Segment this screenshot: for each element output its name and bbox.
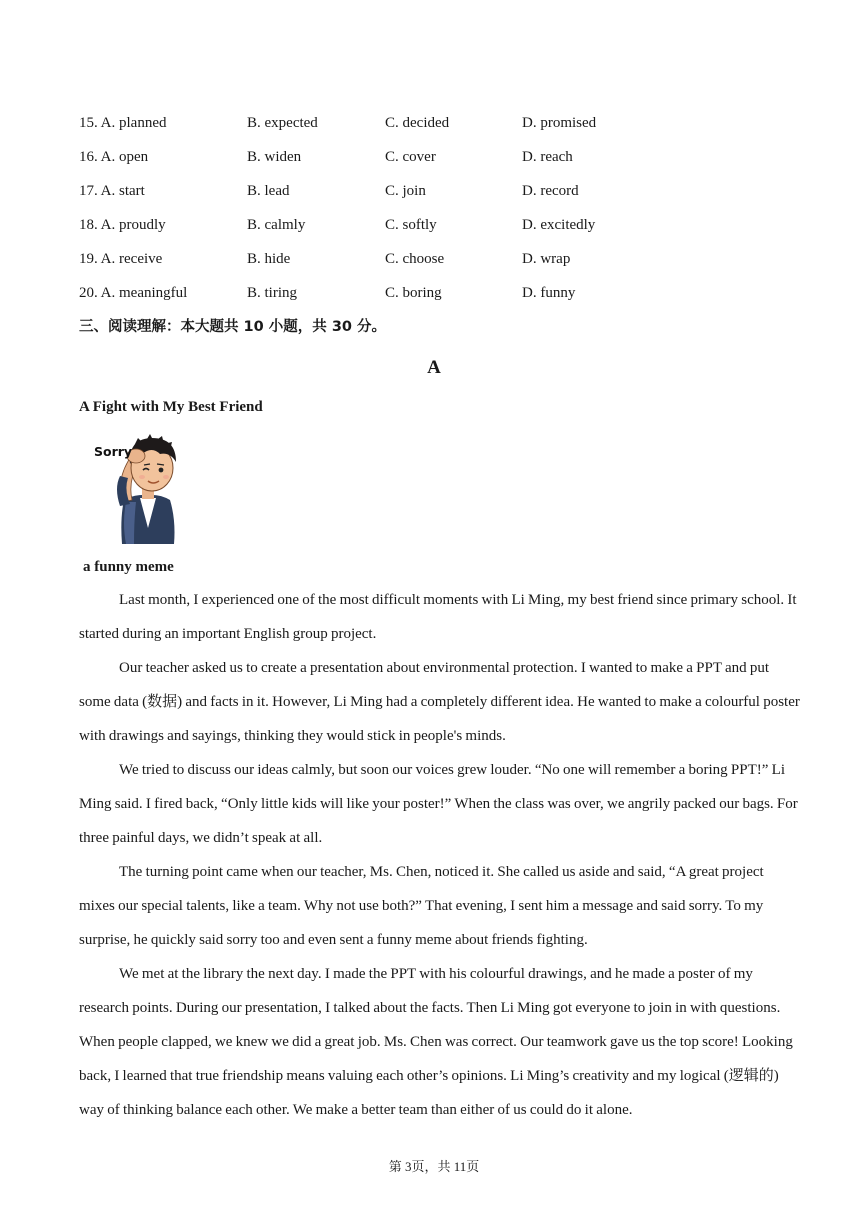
option-d: D. funny <box>522 285 576 301</box>
part-label: A <box>427 357 441 378</box>
option-a: 18. A. proudly <box>79 217 166 233</box>
option-a: 19. A. receive <box>79 251 163 267</box>
option-row-19 <box>79 248 799 282</box>
passage-paragraph: We met at the library the next day. I made the PPT with his colourful drawings, and he made a poster of my research points. During our presentation, I talked about the facts. Then Li Ming got everyone to join in with questions. When people clapped, we knew we did a great job. Ms. Chen was correct. Our teamwork gave us the top score! Looking back, I learned that true friendship means valuing each other’s opinions. Li Ming’s creativity and my logical (逻辑的) way of thinking balance each other. We make a better team than either of us could do it alone. <box>79 966 793 1118</box>
reading-passage <box>79 583 801 1127</box>
option-a: 15. A. planned <box>79 115 167 131</box>
passage-paragraph: Last month, I experienced one of the most difficult moments with Li Ming, my best friend since primary school. It started during an important English group project. <box>79 592 797 642</box>
option-b: B. hide <box>247 251 291 267</box>
option-c: C. decided <box>385 115 450 131</box>
section-heading: 三、阅读理解：本大题共 10 小题，共 30 分。 <box>79 319 387 335</box>
passage-paragraph: Our teacher asked us to create a presentation about environmental protection. I wanted to make a PPT and put some data (数据) and facts in it. However, Li Ming had a completely different idea. He wanted to make a colourful poster with drawings and sayings, thinking they would stick in people's minds. <box>79 660 800 744</box>
option-c: C. boring <box>385 285 442 301</box>
option-b: B. widen <box>247 149 302 165</box>
meme-sorry-text: Sorry <box>94 444 133 459</box>
option-a: 20. A. meaningful <box>79 285 188 301</box>
option-row-16 <box>79 146 799 180</box>
meme-illustration <box>90 428 190 546</box>
answer-options <box>79 112 799 316</box>
option-d: D. reach <box>522 149 573 165</box>
option-c: C. choose <box>385 251 445 267</box>
page-footer: 第 3页，共 11页 <box>388 1159 480 1174</box>
option-a: 16. A. open <box>79 149 149 165</box>
option-a: 17. A. start <box>79 183 145 199</box>
passage-paragraph: We tried to discuss our ideas calmly, but soon our voices grew louder. “No one will remember a boring PPT!” Li Ming said. I fired back, “Only little kids will like your poster!” When the class was over, we angrily packed our bags. For three painful days, we didn’t speak at all. <box>79 762 798 846</box>
option-row-15 <box>79 112 799 146</box>
option-c: C. softly <box>385 217 437 233</box>
option-d: D. wrap <box>522 251 571 267</box>
option-c: C. cover <box>385 149 436 165</box>
option-b: B. tiring <box>247 285 298 301</box>
option-b: B. lead <box>247 183 290 199</box>
image-caption: a funny meme <box>83 559 174 575</box>
option-row-18 <box>79 214 799 248</box>
option-d: D. record <box>522 183 579 199</box>
story-title: A Fight with My Best Friend <box>79 399 263 415</box>
option-b: B. calmly <box>247 217 306 233</box>
option-c: C. join <box>385 183 426 199</box>
passage-paragraph: The turning point came when our teacher, Ms. Chen, noticed it. She called us aside and said, “A great project mixes our special talents, like a team. Why not use both?” That evening, I sent him a message and said sorry. To my surprise, he quickly said sorry too and even sent a funny meme about friends fighting. <box>79 864 764 948</box>
option-d: D. excitedly <box>522 217 596 233</box>
option-row-20 <box>79 282 799 316</box>
option-b: B. expected <box>247 115 318 131</box>
option-d: D. promised <box>522 115 597 131</box>
option-row-17 <box>79 180 799 214</box>
